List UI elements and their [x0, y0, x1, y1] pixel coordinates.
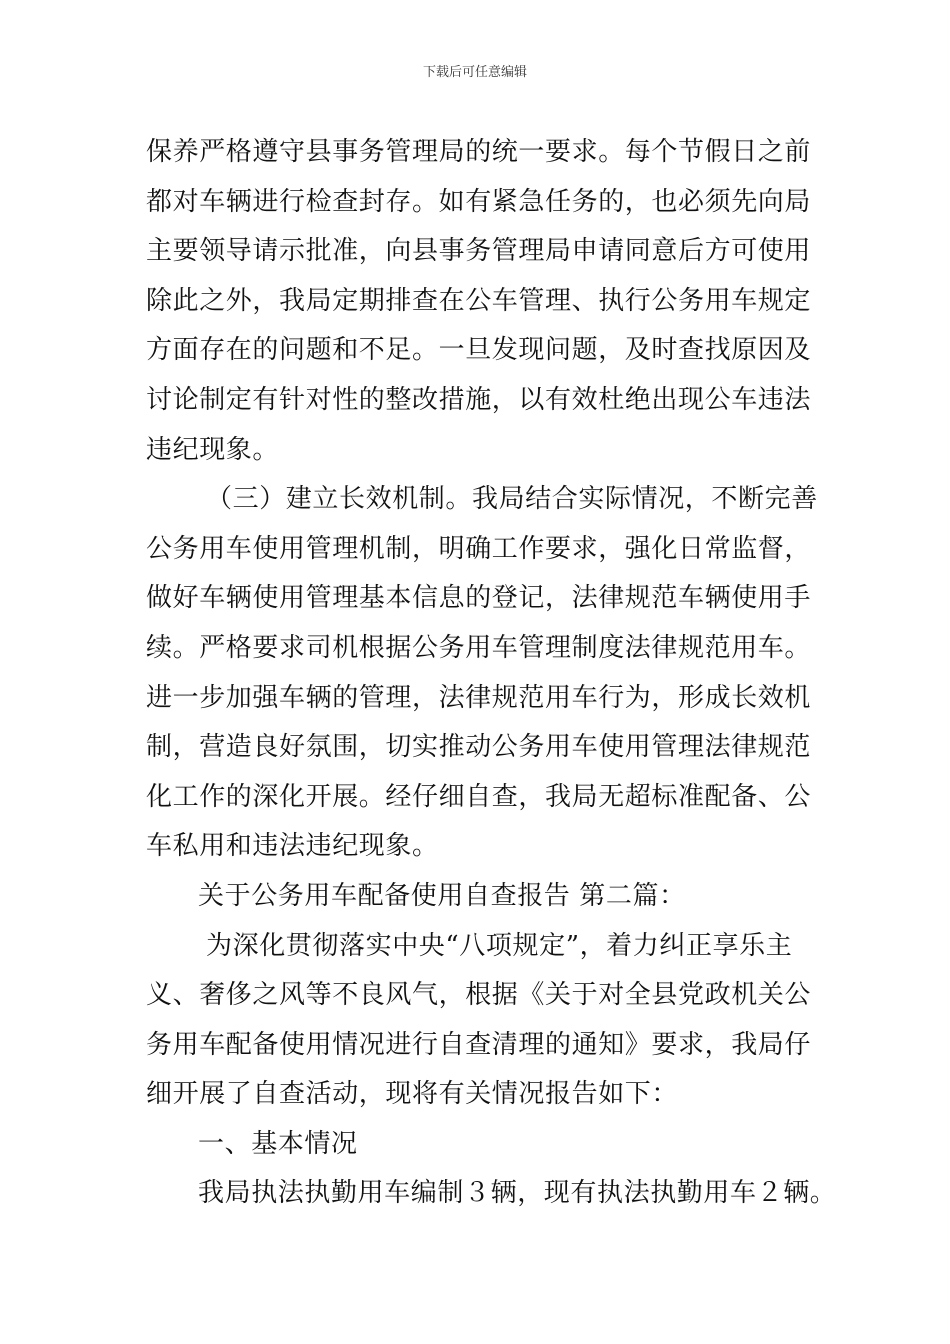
text-line: 公务用车使用管理机制，明确工作要求，强化日常监督， [146, 533, 812, 564]
text-line: 进一步加强车辆的管理，法律规范用车行为，形成长效机 [146, 682, 812, 713]
text-line: 化工作的深化开展。经仔细自查，我局无超标准配备、公 [146, 781, 812, 812]
text-line: 都对车辆进行检查封存。如有紧急任务的，也必须先向局 [146, 186, 812, 217]
text-line: 细开展了自查活动，现将有关情况报告如下： [146, 1079, 679, 1110]
text-line: 违纪现象。 [146, 434, 280, 465]
article-title-line: 关于公务用车配备使用自查报告 第二篇： [198, 880, 686, 911]
text-line: 制，营造良好氛围，切实推动公务用车使用管理法律规范 [146, 732, 812, 763]
section-heading-line: （三）建立长效机制。我局结合实际情况，不断完善 [206, 484, 818, 515]
text-line: 车私用和违法违纪现象。 [146, 831, 439, 862]
page-header: 下载后可任意编辑 [422, 65, 527, 80]
text-line: 主要领导请示批准，向县事务管理局申请同意后方可使用 [146, 236, 812, 267]
text-line: 务用车配备使用情况进行自查清理的通知》要求，我局仔 [146, 1029, 812, 1060]
text-line: 方面存在的问题和不足。一旦发现问题，及时查找原因及 [146, 335, 812, 366]
text-line: 做好车辆使用管理基本信息的登记，法律规范车辆使用手 [146, 583, 812, 614]
paragraph-start-line: 为深化贯彻落实中央“八项规定”，着力纠正享乐主 [206, 930, 793, 961]
text-line: 除此之外，我局定期排查在公车管理、执行公务用车规定 [146, 285, 812, 316]
section-heading-line: 一、基本情况 [198, 1128, 358, 1159]
text-line: 保养严格遵守县事务管理局的统一要求。每个节假日之前 [146, 137, 812, 167]
paragraph-start-line: 我局执法执勤用车编制３辆，现有执法执勤用车２辆。 [198, 1178, 837, 1209]
text-line: 续。严格要求司机根据公务用车管理制度法律规范用车。 [146, 632, 812, 663]
text-line: 讨论制定有针对性的整改措施，以有效杜绝出现公车违法 [146, 384, 812, 415]
document-body [146, 128, 837, 1219]
text-line: 义、奢侈之风等不良风气，根据《关于对全县党政机关公 [146, 980, 812, 1011]
